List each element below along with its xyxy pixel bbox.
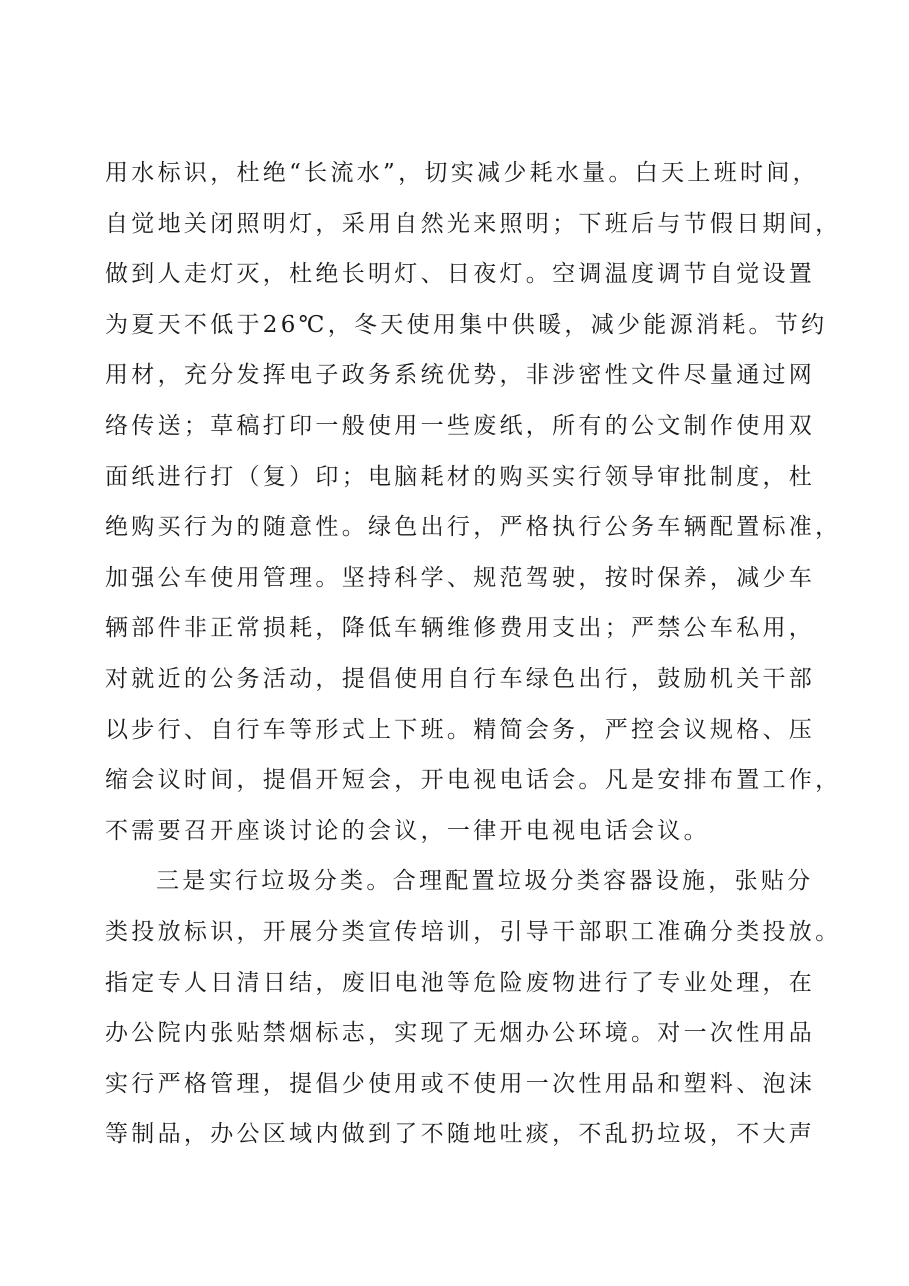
text-line: 类投放标识，开展分类宣传培训，引导干部职工准确分类投放。 <box>105 918 842 945</box>
text-line: 为夏天不低于26℃，冬天使用集中供暖，减少能源消耗。节约 <box>105 311 828 338</box>
paragraph-garbage-sorting <box>105 856 842 1160</box>
text-line: 辆部件非正常损耗，降低车辆维修费用支出；严禁公车私用， <box>105 615 816 642</box>
text-line: 办公院内张贴禁烟标志，实现了无烟办公环境。对一次性用品 <box>105 1020 816 1047</box>
text-line: 用材，充分发挥电子政务系统优势，非涉密性文件尽量通过网 <box>105 362 816 389</box>
text-line: 绝购买行为的随意性。绿色出行，严格执行公务车辆配置标准， <box>105 514 842 541</box>
text-line: 面纸进行打（复）印；电脑耗材的购买实行领导审批制度，杜 <box>105 463 816 490</box>
text-line: 缩会议时间，提倡开短会，开电视电话会。凡是安排布置工作， <box>105 767 842 794</box>
text-line: 等制品，办公区域内做到了不随地吐痰，不乱扔垃圾，不大声 <box>105 1121 816 1148</box>
text-line: 不需要召开座谈讨论的会议，一律开电视电话会议。 <box>105 817 710 844</box>
text-line: 自觉地关闭照明灯，采用自然光来照明；下班后与节假日期间， <box>105 210 842 237</box>
text-line: 做到人走灯灭，杜绝长明灯、日夜灯。空调温度调节自觉设置 <box>105 261 816 288</box>
text-line: 用水标识，杜绝“长流水”，切实减少耗水量。白天上班时间， <box>105 160 819 186</box>
text-line: 实行严格管理，提倡少使用或不使用一次性用品和塑料、泡沫 <box>105 1070 816 1097</box>
text-line: 以步行、自行车等形式上下班。精简会务，严控会议规格、压 <box>105 716 816 743</box>
body-text <box>105 148 842 1160</box>
text-line: 加强公车使用管理。坚持科学、规范驾驶，按时保养，减少车 <box>105 564 816 591</box>
text-line: 指定专人日清日结，废旧电池等危险废物进行了专业处理，在 <box>105 969 816 996</box>
paragraph-energy-saving <box>105 148 842 856</box>
text-line: 对就近的公务活动，提倡使用自行车绿色出行，鼓励机关干部 <box>105 665 816 692</box>
text-line: 三是实行垃圾分类。合理配置垃圾分类容器设施，张贴分 <box>156 868 814 895</box>
text-line: 络传送；草稿打印一般使用一些废纸，所有的公文制作使用双 <box>105 412 816 439</box>
